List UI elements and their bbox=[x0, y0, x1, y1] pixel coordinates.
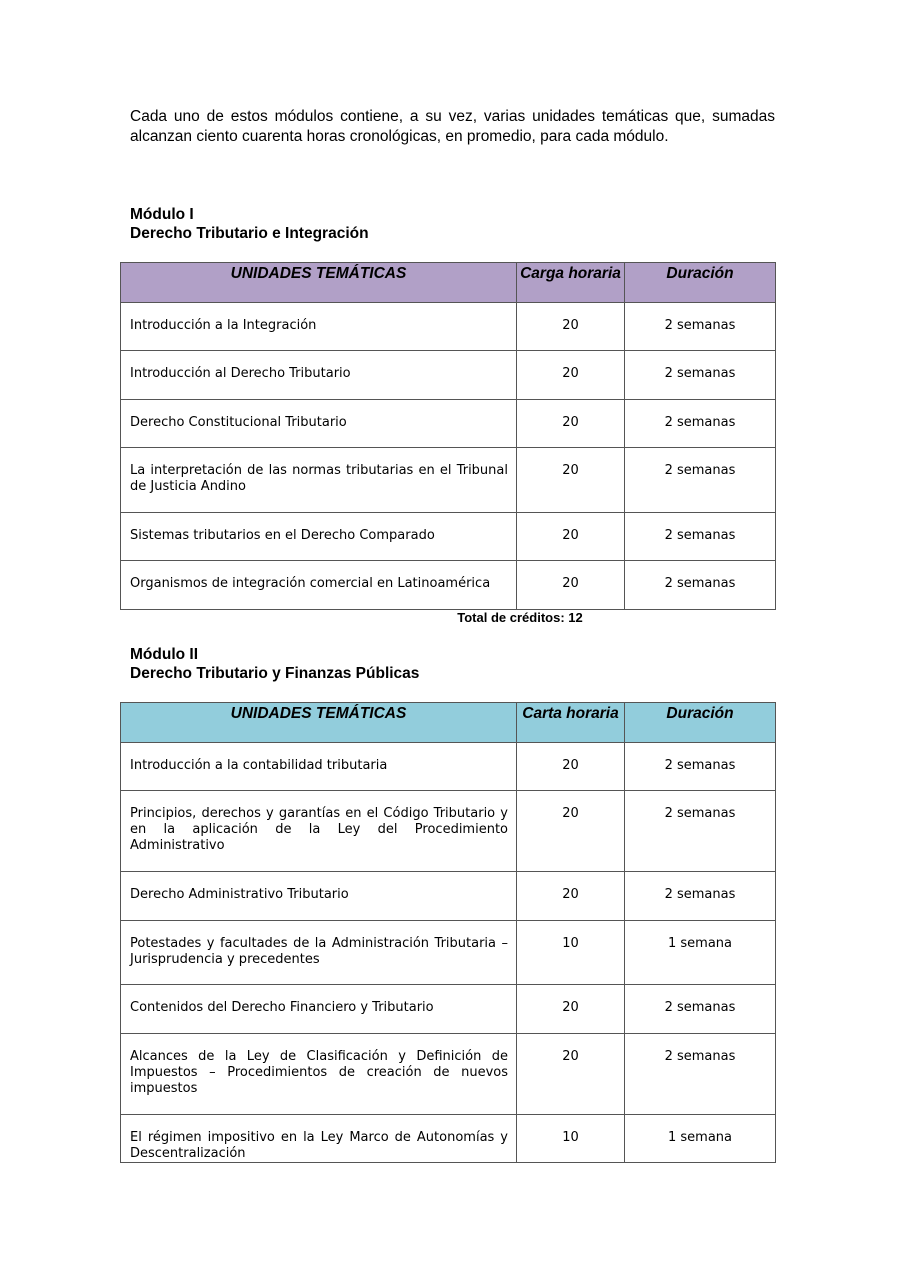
table-row bbox=[121, 872, 776, 921]
module-2-label: Módulo II bbox=[130, 646, 199, 663]
unit-cell: Contenidos del Derecho Financiero y Tributario bbox=[121, 985, 517, 1034]
hours-cell: 20 bbox=[517, 448, 625, 513]
module-2-table bbox=[120, 702, 776, 1163]
unit-cell: Organismos de integración comercial en Latinoamérica bbox=[121, 561, 517, 610]
unit-cell: El régimen impositivo en la Ley Marco de Autonomías y Descentralización bbox=[121, 1115, 517, 1163]
unit-cell: Potestades y facultades de la Administración Tributaria – Jurisprudencia y precedentes bbox=[121, 921, 517, 985]
unit-cell: Sistemas tributarios en el Derecho Comparado bbox=[121, 513, 517, 561]
duration-cell: 2 semanas bbox=[625, 448, 776, 513]
hours-cell: 20 bbox=[517, 985, 625, 1034]
table-header-row bbox=[121, 263, 776, 303]
unit-cell: Derecho Constitucional Tributario bbox=[121, 400, 517, 448]
hours-cell: 20 bbox=[517, 351, 625, 400]
total-credits: Total de créditos: 12 bbox=[457, 610, 583, 625]
hours-cell: 20 bbox=[517, 872, 625, 921]
table-row bbox=[121, 921, 776, 985]
module-1-label: Módulo I bbox=[130, 206, 194, 223]
duration-cell: 2 semanas bbox=[625, 561, 776, 610]
table-row bbox=[121, 1115, 776, 1163]
duration-cell: 2 semanas bbox=[625, 791, 776, 872]
unit-cell: Introducción a la contabilidad tributaria bbox=[121, 743, 517, 791]
duration-cell: 2 semanas bbox=[625, 743, 776, 791]
unit-cell: Principios, derechos y garantías en el Código Tributario y en la aplicación de la Ley del Procedimiento Administrativo bbox=[121, 791, 517, 872]
column-header-duration: Duración bbox=[625, 703, 776, 743]
table-row bbox=[121, 985, 776, 1034]
table-row bbox=[121, 791, 776, 872]
table-row bbox=[121, 448, 776, 513]
table-row bbox=[121, 513, 776, 561]
column-header-units: UNIDADES TEMÁTICAS bbox=[121, 703, 517, 743]
duration-cell: 1 semana bbox=[625, 921, 776, 985]
table-header-row bbox=[121, 703, 776, 743]
unit-cell: La interpretación de las normas tributarias en el Tribunal de Justicia Andino bbox=[121, 448, 517, 513]
hours-cell: 20 bbox=[517, 513, 625, 561]
intro-paragraph: Cada uno de estos módulos contiene, a su vez, varias unidades temáticas que, sumadas alcanzan ciento cuarenta horas cronológicas, en promedio, para cada módulo. bbox=[130, 108, 775, 145]
table-row bbox=[121, 1034, 776, 1115]
hours-cell: 20 bbox=[517, 791, 625, 872]
module-2-heading bbox=[130, 645, 775, 683]
table-row bbox=[121, 561, 776, 610]
unit-cell: Derecho Administrativo Tributario bbox=[121, 872, 517, 921]
hours-cell: 20 bbox=[517, 743, 625, 791]
column-header-duration: Duración bbox=[625, 263, 776, 303]
table-row bbox=[121, 400, 776, 448]
unit-cell: Introducción al Derecho Tributario bbox=[121, 351, 517, 400]
duration-cell: 2 semanas bbox=[625, 1034, 776, 1115]
duration-cell: 2 semanas bbox=[625, 985, 776, 1034]
module-2-title: Derecho Tributario y Finanzas Públicas bbox=[130, 665, 420, 682]
table-row bbox=[121, 351, 776, 400]
module-1-title: Derecho Tributario e Integración bbox=[130, 225, 369, 242]
duration-cell: 2 semanas bbox=[625, 400, 776, 448]
column-header-units: UNIDADES TEMÁTICAS bbox=[121, 263, 517, 303]
column-header-hours: Carga horaria bbox=[517, 263, 625, 303]
hours-cell: 20 bbox=[517, 303, 625, 351]
unit-cell: Alcances de la Ley de Clasificación y Definición de Impuestos – Procedimientos de creación de nuevos impuestos bbox=[121, 1034, 517, 1115]
duration-cell: 2 semanas bbox=[625, 872, 776, 921]
hours-cell: 10 bbox=[517, 921, 625, 985]
duration-cell: 2 semanas bbox=[625, 303, 776, 351]
table-row bbox=[121, 303, 776, 351]
hours-cell: 20 bbox=[517, 561, 625, 610]
hours-cell: 10 bbox=[517, 1115, 625, 1163]
duration-cell: 2 semanas bbox=[625, 351, 776, 400]
unit-cell: Introducción a la Integración bbox=[121, 303, 517, 351]
duration-cell: 1 semana bbox=[625, 1115, 776, 1163]
column-header-hours: Carta horaria bbox=[517, 703, 625, 743]
table-row bbox=[121, 743, 776, 791]
duration-cell: 2 semanas bbox=[625, 513, 776, 561]
hours-cell: 20 bbox=[517, 400, 625, 448]
module-1-heading bbox=[130, 205, 775, 243]
module-1-table bbox=[120, 262, 776, 610]
hours-cell: 20 bbox=[517, 1034, 625, 1115]
